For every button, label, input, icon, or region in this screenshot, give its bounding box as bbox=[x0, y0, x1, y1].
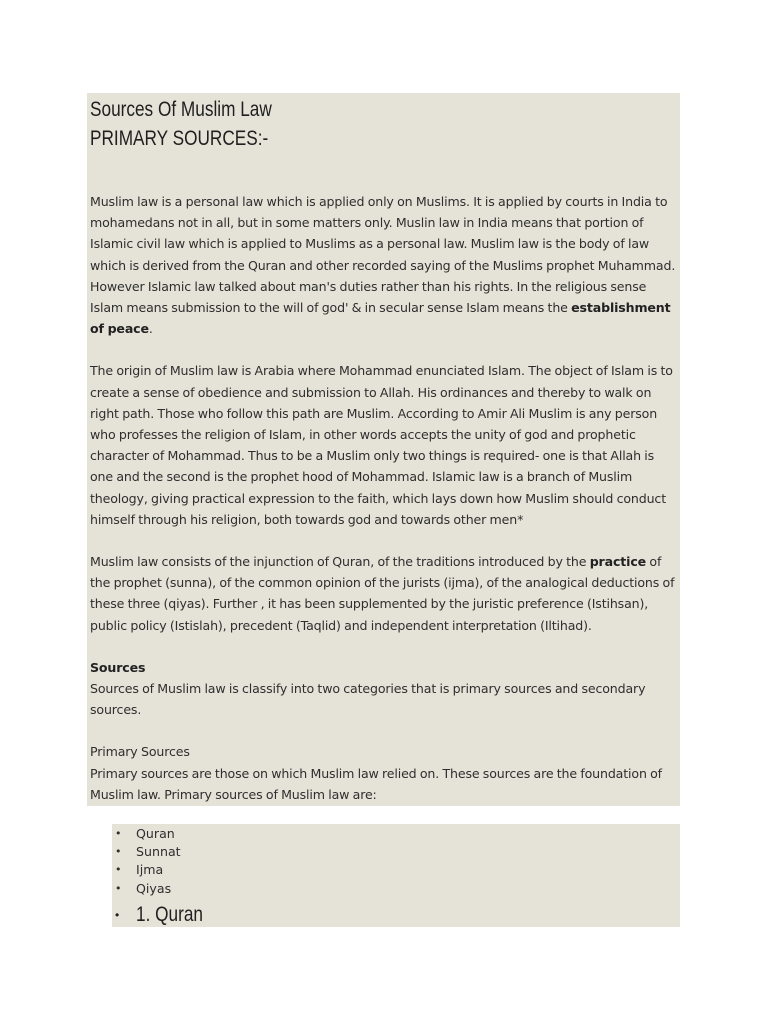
intro-text: Muslim law is a personal law which is applied only on Muslims. It is applied by courts in India to mohamedans not in all, but in some matters only. Muslin law in India means that portion of Islamic civil law which is applied to Muslims as a personal law. Muslim law is the body of law which is derived from the Quran and other recorded saying of the Muslims prophet Muhammad. However Islamic law talked about man's duties rather than his rights. In the religious sense Islam means submission to the will of god' & in secular sense Islam means the bbox=[90, 194, 676, 316]
composition-paragraph bbox=[90, 551, 680, 636]
quran-heading-item bbox=[112, 898, 672, 932]
intro-bold-phrase: establishment of peace bbox=[90, 300, 671, 337]
quran-heading: 1. Quran bbox=[136, 902, 204, 926]
bullet-icon: • bbox=[115, 863, 122, 877]
origin-paragraph: The origin of Muslim law is Arabia where Mohammad enunciated Islam. The object of Islam is to create a sense of obedience and submission to Allah. His ordinances and thereby to walk on right path. Those who follow this path are Muslim. According to Amir Ali Muslim is any person who professes the religion of Islam, in other words accepts the unity of god and prophetic character of Mohammad. Thus to be a Muslim only two things is required- one is that Allah is one and the second is the prophet hood of Mohammad. Islamic law is a branch of Muslim theology, giving practical expression to the faith, which lays down how Muslim should conduct himself through his religion, both towards god and towards other men* bbox=[90, 363, 673, 527]
bullet-icon: • bbox=[115, 881, 122, 895]
list-item bbox=[112, 861, 672, 879]
list-item bbox=[112, 880, 672, 898]
primary-sources-list bbox=[112, 825, 672, 932]
intro-end: . bbox=[148, 321, 153, 337]
bullet-icon: • bbox=[115, 907, 120, 922]
section-heading: PRIMARY SOURCES:- bbox=[90, 127, 269, 150]
primary-sources-paragraph: Primary sources are those on which Muslim law relied on. These sources are the foundation of Muslim law. Primary sources of Muslim law are: bbox=[90, 765, 662, 802]
list-item-label: Sunnat bbox=[136, 844, 181, 860]
composition-text: Muslim law consists of the injunction of Quran, of the traditions introduced by the bbox=[90, 554, 590, 570]
sources-heading-text: Sources bbox=[90, 659, 146, 675]
list-item-label: Qiyas bbox=[136, 880, 172, 896]
intro-paragraph bbox=[90, 191, 680, 339]
list-item bbox=[112, 825, 672, 843]
article-body bbox=[90, 96, 680, 805]
primary-sources-heading: Primary Sources bbox=[90, 744, 190, 760]
bullet-icon: • bbox=[115, 827, 122, 840]
article-title: Sources Of Muslim Law bbox=[90, 98, 272, 121]
list-item-label: Ijma bbox=[136, 862, 164, 878]
sources-heading bbox=[90, 657, 680, 678]
list-item bbox=[112, 843, 672, 861]
list-item-label: Quran bbox=[136, 826, 175, 841]
bullet-icon: • bbox=[115, 845, 122, 859]
composition-bold-word: practice bbox=[589, 554, 647, 570]
sources-paragraph: Sources of Muslim law is classify into two categories that is primary sources and secondary sources. bbox=[90, 681, 646, 718]
composition-end: of the prophet (sunna), of the common opinion of the jurists (ijma), of the analogical deductions of these three (qiyas). Further , it has been supplemented by the juristic preference (Istihsan), public policy (Istislah), precedent (Taqlid) and independent interpretation (Iltihad). bbox=[90, 554, 675, 633]
